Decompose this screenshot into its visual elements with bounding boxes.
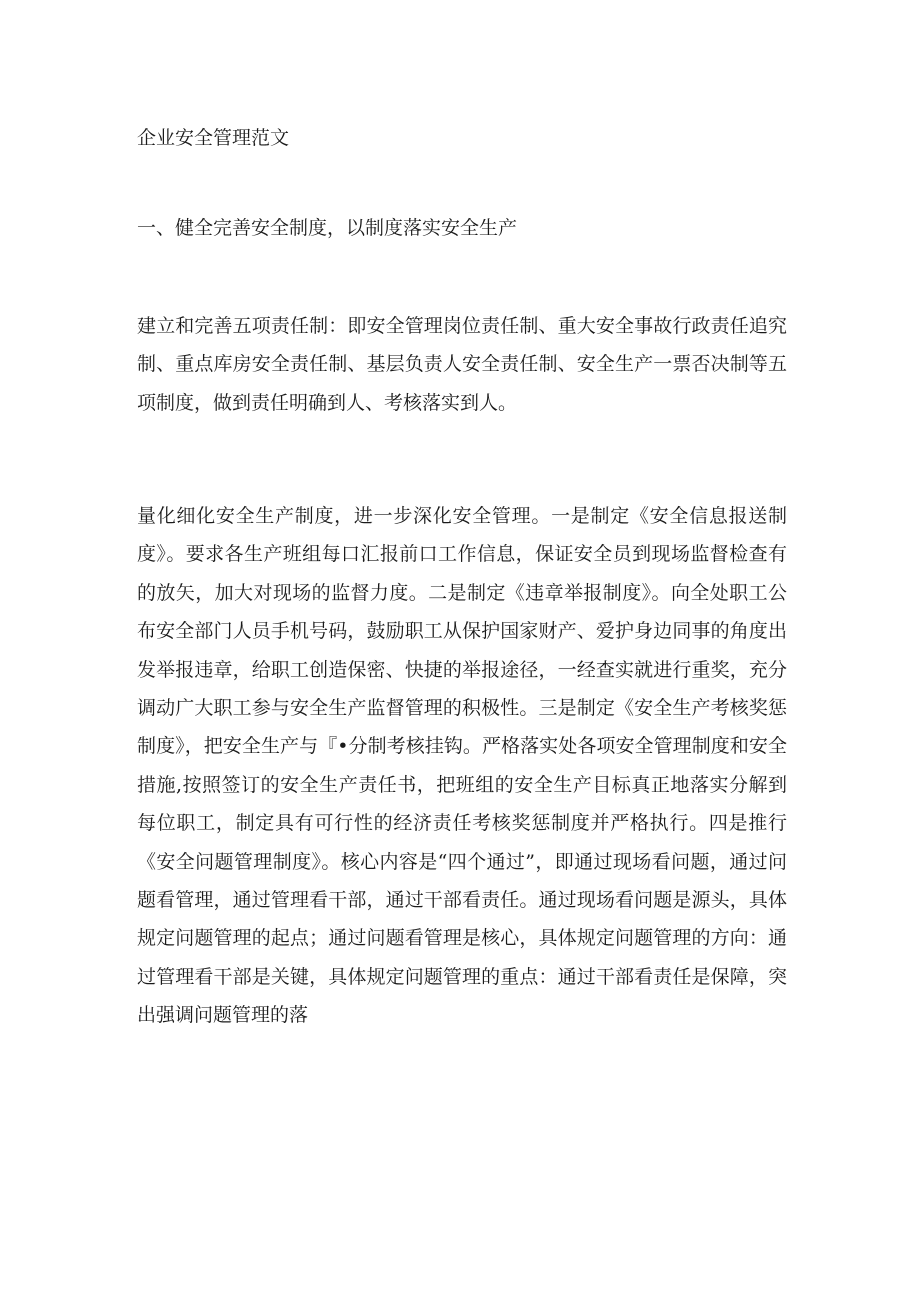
paragraph-safety-regulations: 量化细化安全生产制度，进一步深化安全管理。一是制定《安全信息报送制度》。要求各生产班组每口汇报前口工作信息，保证安全员到现场监督检查有的放矢，加大对现场的监督力度。二是制定《违章举报制度》。向全处职工公布安全部门人员手机号码，鼓励职工从保护国家财产、爱护身边同事的角度出发举报违章，给职工创造保密、快捷的举报途径，一经查实就进行重奖，充分调动广大职工参与安全生产监督管理的积极性。三是制定《安全生产考核奖惩制度》，把安全生产与『•分制考核挂钩。严格落实处各项安全管理制度和安全措施,按照签订的安全生产责任书，把班组的安全生产目标真正地落实分解到每位职工，制定具有可行性的经济责任考核奖惩制度并严格执行。四是推行《安全问题管理制度》。核心内容是“四个通过”，即通过现场看问题，通过问题看管理，通过管理看干部，通过干部看责任。通过现场看问题是源头，具体规定问题管理的起点；通过问题看管理是核心，具体规定问题管理的方向：通过管理看干部是关键，具体规定问题管理的重点：通过干部看责任是保障，突出强调问题管理的落 (137, 505, 787, 1027)
paragraph-responsibility-system: 建立和完善五项责任制：即安全管理岗位责任制、重大安全事故行政责任追究制、重点库房安全责任制、基层负责人安全责任制、安全生产一票否决制等五项制度，做到责任明确到人、考核落实到人。 (137, 315, 787, 414)
document-title: 企业安全管理范文 (137, 127, 290, 149)
section-heading: 一、健全完善安全制度，以制度落实安全生产 (137, 217, 518, 239)
